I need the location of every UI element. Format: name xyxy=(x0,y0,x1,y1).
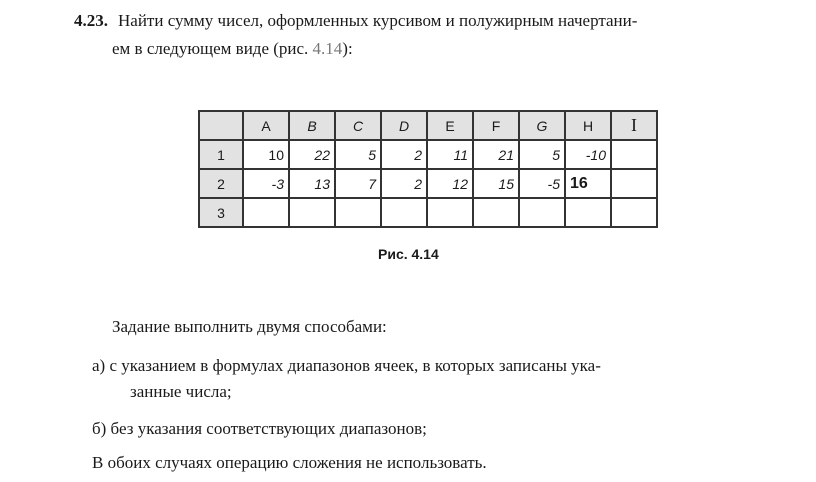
cell-g2: -5 xyxy=(519,169,565,198)
cell-g1: 5 xyxy=(519,140,565,169)
cell-i1 xyxy=(611,140,657,169)
cell-b2: 13 xyxy=(289,169,335,198)
problem-line-2 xyxy=(112,38,353,60)
column-header-g: G xyxy=(519,111,565,140)
cell-h2: 16 xyxy=(565,169,611,198)
task-item-a-line-1: а) с указанием в формулах диапазонов ячеек, в которых записаны ука- xyxy=(92,356,601,375)
column-header-e: E xyxy=(427,111,473,140)
task-intro: Задание выполнить двумя способами: xyxy=(112,317,387,336)
row-header: 2 xyxy=(199,169,243,198)
cell-d1: 2 xyxy=(381,140,427,169)
row-header: 1 xyxy=(199,140,243,169)
cell-h3 xyxy=(565,198,611,227)
problem-text-2-tail: ): xyxy=(342,39,353,58)
table-row xyxy=(199,198,657,227)
column-header-d: D xyxy=(381,111,427,140)
column-header-f: F xyxy=(473,111,519,140)
column-header-b: B xyxy=(289,111,335,140)
column-header-i: I xyxy=(611,111,657,140)
cell-c1: 5 xyxy=(335,140,381,169)
cell-f3 xyxy=(473,198,519,227)
cell-d3 xyxy=(381,198,427,227)
cell-e3 xyxy=(427,198,473,227)
cell-a2: -3 xyxy=(243,169,289,198)
cell-e2: 12 xyxy=(427,169,473,198)
cell-f1: 21 xyxy=(473,140,519,169)
column-header-c: C xyxy=(335,111,381,140)
cell-g3 xyxy=(519,198,565,227)
table-row xyxy=(199,140,657,169)
cell-f2: 15 xyxy=(473,169,519,198)
table-row xyxy=(199,169,657,198)
column-header-h: H xyxy=(565,111,611,140)
cell-c3 xyxy=(335,198,381,227)
problem-line-1 xyxy=(74,10,637,32)
task-note: В обоих случаях операцию сложения не использовать. xyxy=(92,453,487,472)
cell-d2: 2 xyxy=(381,169,427,198)
cell-b1: 22 xyxy=(289,140,335,169)
column-header-row xyxy=(199,111,657,140)
cell-h1: -10 xyxy=(565,140,611,169)
cell-a3 xyxy=(243,198,289,227)
cell-i3 xyxy=(611,198,657,227)
spreadsheet-table xyxy=(198,110,658,228)
task-item-b: б) без указания соответствующих диапазонов; xyxy=(92,419,427,438)
cell-a1: 10 xyxy=(243,140,289,169)
row-header: 3 xyxy=(199,198,243,227)
task-item-a-line-2: занные числа; xyxy=(130,382,232,401)
figure-caption: Рис. 4.14 xyxy=(378,246,439,262)
cell-e1: 11 xyxy=(427,140,473,169)
cell-c2: 7 xyxy=(335,169,381,198)
cell-i2 xyxy=(611,169,657,198)
problem-text-1: Найти сумму чисел, оформленных курсивом и полужирным начертани- xyxy=(118,11,638,30)
corner-cell xyxy=(199,111,243,140)
problem-number: 4.23. xyxy=(74,11,108,30)
figure-reference: 4.14 xyxy=(312,39,343,58)
problem-text-2: ем в следующем виде (рис. xyxy=(112,39,309,58)
cell-b3 xyxy=(289,198,335,227)
column-header-a: A xyxy=(243,111,289,140)
